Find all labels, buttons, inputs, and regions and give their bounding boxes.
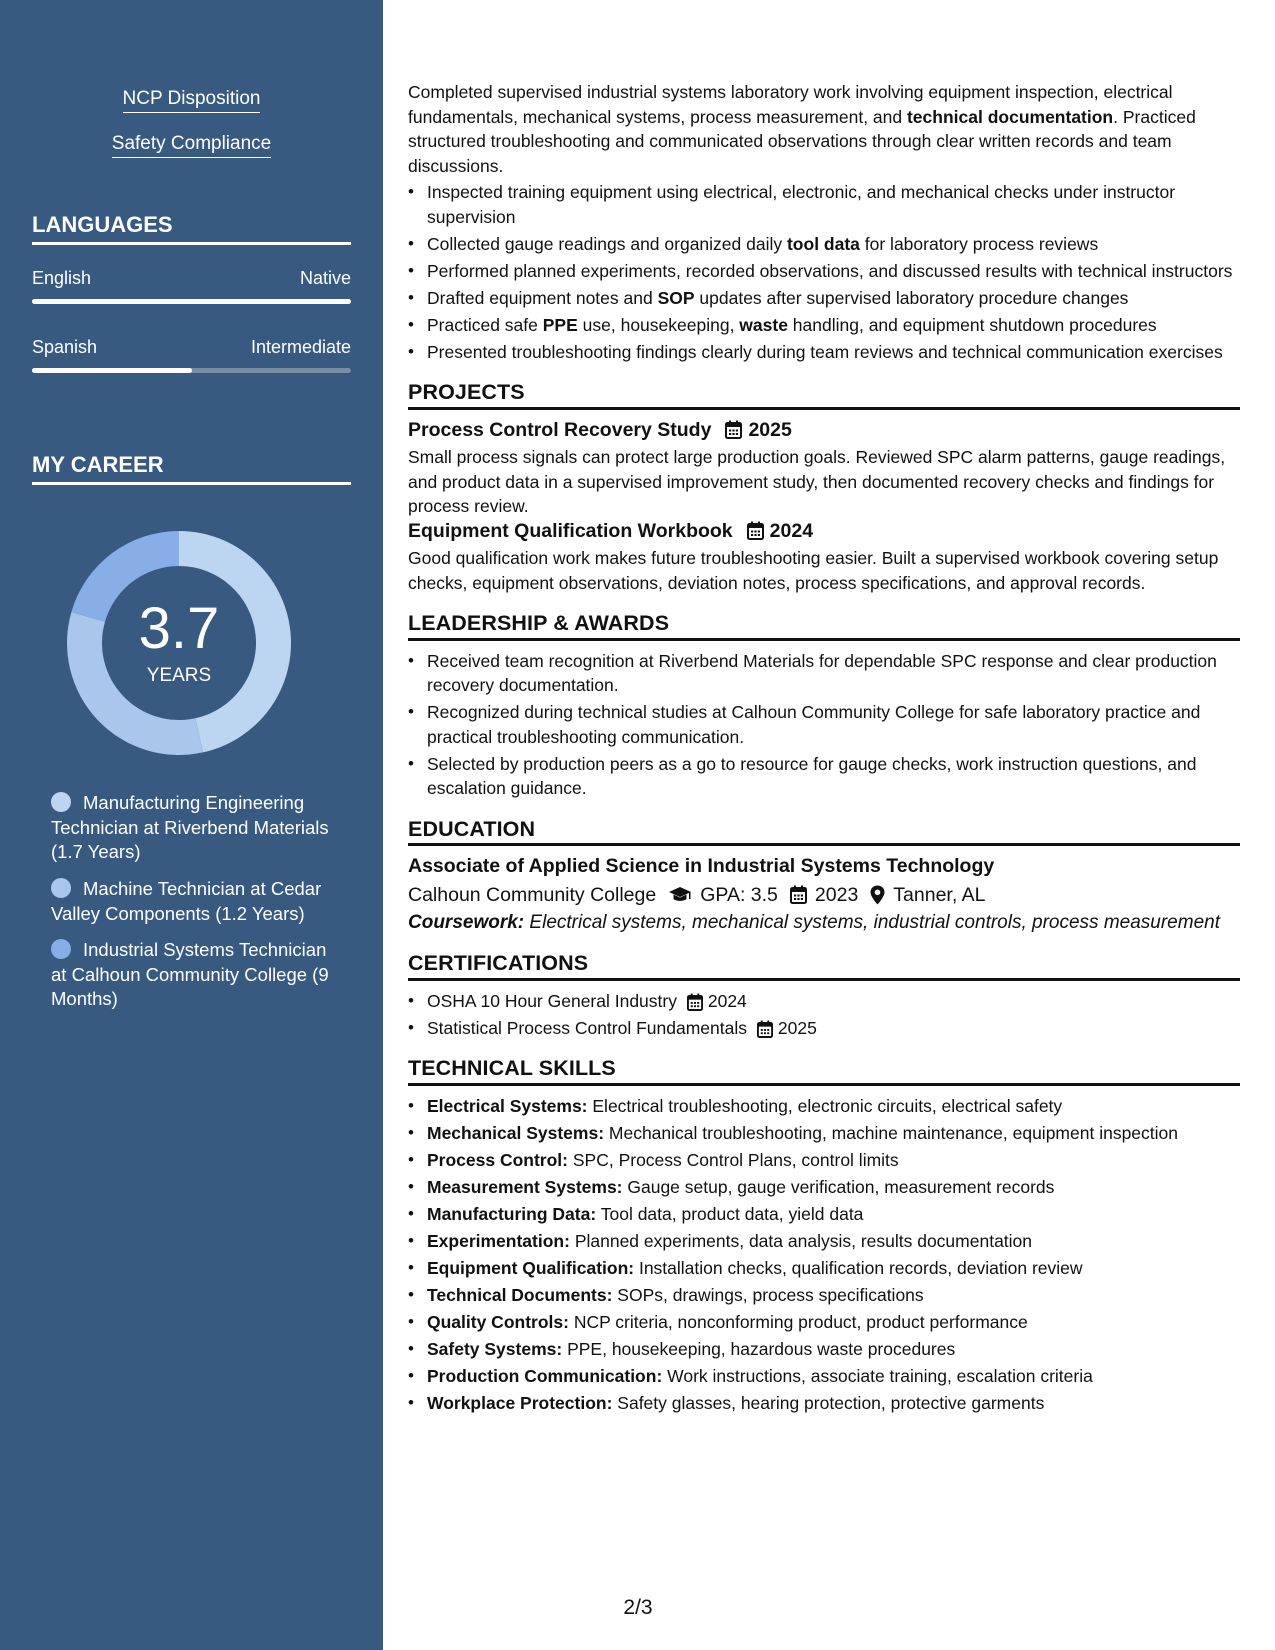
career-item-text: Machine Technician at Cedar Valley Components (1.2 Years) bbox=[51, 878, 322, 924]
language-row-english bbox=[32, 268, 351, 289]
calendar-icon bbox=[687, 993, 703, 1011]
projects-heading: PROJECTS bbox=[408, 380, 1240, 410]
career-item-cedar-valley bbox=[51, 877, 341, 926]
skill-tag-label: NCP Disposition bbox=[123, 88, 261, 113]
skill-item: • Measurement Systems: Gauge setup, gauge verification, measurement records bbox=[408, 1175, 1240, 1200]
experience-bullet: • Collected gauge readings and organized daily tool data for laboratory process reviews bbox=[408, 232, 1240, 257]
calendar-icon bbox=[725, 420, 742, 439]
leadership-item: • Selected by production peers as a go to resource for gauge checks, work instruction questions, and escalation guidance. bbox=[408, 752, 1240, 801]
career-heading: MY CAREER bbox=[32, 452, 351, 485]
map-pin-icon bbox=[870, 885, 885, 905]
calendar-icon bbox=[757, 1020, 773, 1038]
education-gpa: GPA: 3.5 bbox=[700, 883, 778, 906]
leadership-item: • Received team recognition at Riverbend Materials for dependable SPC response and clear production recovery documentation. bbox=[408, 649, 1240, 698]
education-coursework: Coursework: Electrical systems, mechanical systems, industrial controls, process measurement bbox=[408, 912, 1220, 933]
project-title: Process Control Recovery Study bbox=[408, 418, 712, 441]
career-legend-dot bbox=[51, 878, 71, 898]
language-row-spanish bbox=[32, 337, 351, 358]
sidebar bbox=[0, 0, 383, 1650]
certifications-heading: CERTIFICATIONS bbox=[408, 951, 1240, 981]
education-school: Calhoun Community College bbox=[408, 883, 657, 906]
leadership-item: • Recognized during technical studies at Calhoun Community College for safe laboratory practice and practical troubleshooting communication. bbox=[408, 700, 1240, 749]
skill-item: • Experimentation: Planned experiments, data analysis, results documentation bbox=[408, 1229, 1240, 1254]
skills-heading: TECHNICAL SKILLS bbox=[408, 1056, 1240, 1086]
language-bar-spanish bbox=[32, 368, 351, 373]
project-title-row bbox=[408, 418, 1240, 443]
calendar-icon bbox=[790, 885, 807, 904]
career-total-unit: YEARS bbox=[146, 665, 212, 686]
language-bar-english bbox=[32, 299, 351, 304]
project-year: 2025 bbox=[748, 418, 792, 441]
skill-item: • Electrical Systems: Electrical troubleshooting, electronic circuits, electrical safety bbox=[408, 1094, 1240, 1119]
language-name: Spanish bbox=[32, 337, 98, 357]
certification-item: • Statistical Process Control Fundamentals 2025 bbox=[408, 1016, 1240, 1041]
career-item-text: Manufacturing Engineering Technician at Riverbend Materials (1.7 Years) bbox=[51, 792, 329, 862]
language-level: Intermediate bbox=[250, 337, 351, 357]
skill-tag-safety-compliance[interactable] bbox=[0, 133, 383, 155]
skill-item: • Quality Controls: NCP criteria, nonconforming product, product performance bbox=[408, 1310, 1240, 1335]
education-heading: EDUCATION bbox=[408, 817, 1240, 847]
graduation-cap-icon bbox=[668, 886, 692, 904]
project-year: 2024 bbox=[769, 519, 814, 542]
experience-intro: Completed supervised industrial systems laboratory work involving equipment inspection, electrical fundamentals, mechanical systems, process measurement, and technical documentation. Practiced structured troubleshooting and communicated observations through clear written records and team discussions. bbox=[408, 82, 1196, 176]
skill-item: • Equipment Qualification: Installation checks, qualification records, deviation review bbox=[408, 1256, 1240, 1281]
experience-bullet: • Practiced safe PPE use, housekeeping, waste handling, and equipment shutdown procedures bbox=[408, 313, 1240, 338]
career-item-riverbend bbox=[51, 791, 341, 865]
skill-tag-label: Safety Compliance bbox=[112, 133, 271, 158]
career-item-text: Industrial Systems Technician at Calhoun Community College (9 Months) bbox=[51, 939, 329, 1009]
project-title: Equipment Qualification Workbook bbox=[408, 519, 733, 542]
skills-list bbox=[408, 1094, 1240, 1416]
skill-item: • Workplace Protection: Safety glasses, hearing protection, protective garments bbox=[408, 1391, 1240, 1416]
skill-item: • Safety Systems: PPE, housekeeping, hazardous waste procedures bbox=[408, 1337, 1240, 1362]
leadership-list bbox=[408, 649, 1240, 801]
languages-heading: LANGUAGES bbox=[32, 212, 351, 245]
career-total-years: 3.7 bbox=[138, 596, 220, 661]
certifications-list bbox=[408, 989, 1240, 1041]
education-degree: Associate of Applied Science in Industrial Systems Technology bbox=[408, 855, 995, 877]
project-description: Good qualification work makes future troubleshooting easier. Built a supervised workbook covering setup checks, equipment observations, deviation notes, process specifications, and approval records. bbox=[408, 548, 1219, 593]
skill-item: • Process Control: SPC, Process Control Plans, control limits bbox=[408, 1148, 1240, 1173]
career-legend-dot bbox=[51, 792, 71, 812]
career-legend-dot bbox=[51, 939, 71, 959]
project-description: Small process signals can protect large production goals. Reviewed SPC alarm patterns, gauge readings, and product data in a supervised improvement study, then documented recovery checks and findings for process review. bbox=[408, 447, 1226, 516]
calendar-icon bbox=[747, 521, 764, 540]
education-location: Tanner, AL bbox=[893, 883, 986, 906]
language-bar-fill bbox=[32, 368, 192, 373]
skill-item: • Manufacturing Data: Tool data, product data, yield data bbox=[408, 1202, 1240, 1227]
language-level: Native bbox=[299, 268, 351, 288]
experience-bullet: • Inspected training equipment using electrical, electronic, and mechanical checks under instructor supervision bbox=[408, 180, 1240, 229]
project-title-row bbox=[408, 519, 1240, 544]
experience-bullet: • Performed planned experiments, recorded observations, and discussed results with technical instructors bbox=[408, 259, 1240, 284]
certification-item: • OSHA 10 Hour General Industry 2024 bbox=[408, 989, 1240, 1014]
experience-bullets bbox=[408, 180, 1240, 364]
experience-bullet: • Presented troubleshooting findings clearly during team reviews and technical communication exercises bbox=[408, 340, 1240, 365]
career-item-calhoun bbox=[51, 938, 341, 1012]
education-year: 2023 bbox=[814, 883, 859, 906]
page-number: 2/3 bbox=[623, 1596, 653, 1619]
language-name: English bbox=[32, 268, 92, 288]
skill-item: • Production Communication: Work instructions, associate training, escalation criteria bbox=[408, 1364, 1240, 1389]
language-bar-fill bbox=[32, 299, 351, 304]
main-content bbox=[408, 80, 1240, 1418]
skill-item: • Mechanical Systems: Mechanical troubleshooting, machine maintenance, equipment inspection bbox=[408, 1121, 1240, 1146]
education-meta bbox=[408, 883, 1240, 908]
skill-item: • Technical Documents: SOPs, drawings, process specifications bbox=[408, 1283, 1240, 1308]
experience-bullet: • Drafted equipment notes and SOP updates after supervised laboratory procedure changes bbox=[408, 286, 1240, 311]
skill-tag-ncp-disposition[interactable] bbox=[0, 88, 383, 110]
leadership-heading: LEADERSHIP & AWARDS bbox=[408, 611, 1240, 641]
